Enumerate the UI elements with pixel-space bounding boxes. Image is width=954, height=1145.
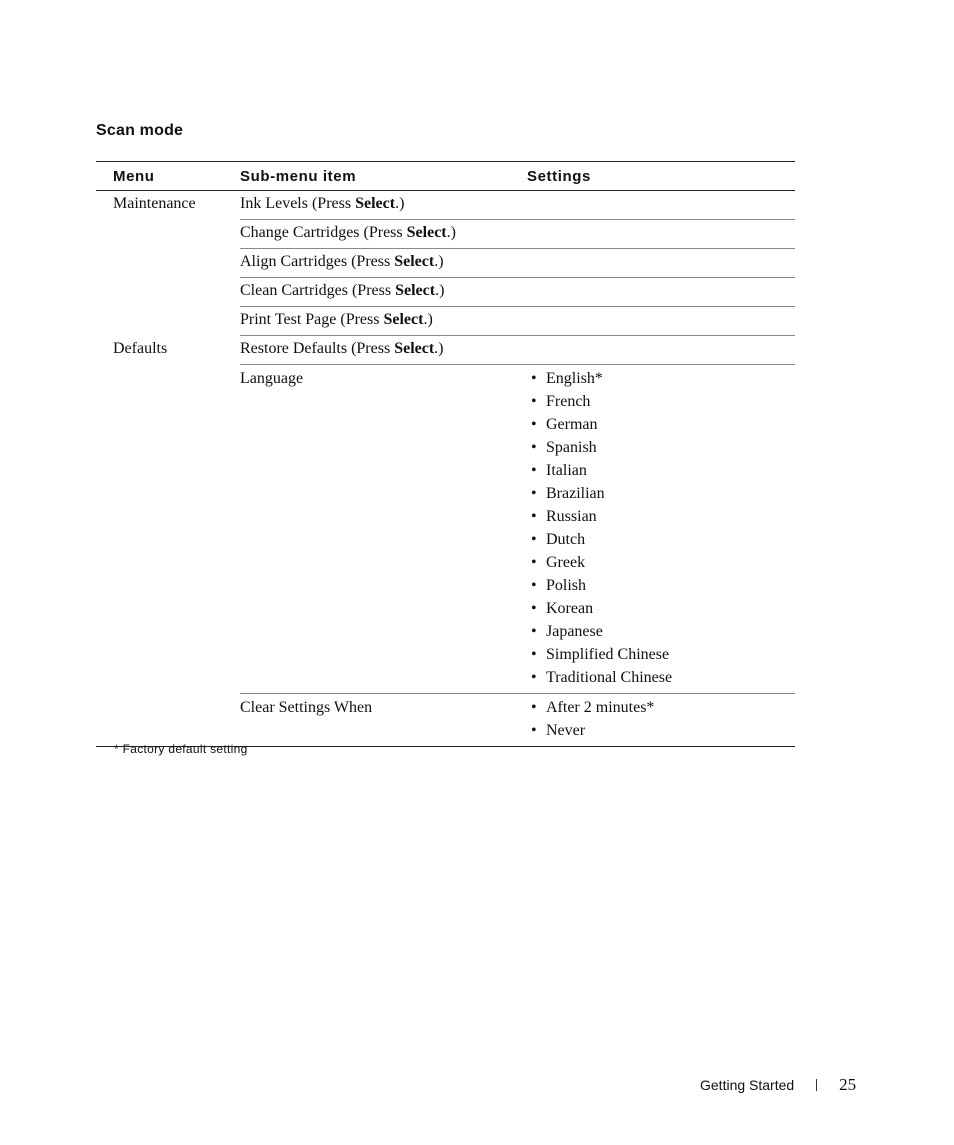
settings-cell: [527, 336, 795, 365]
list-item: • Dutch: [527, 528, 795, 551]
list-item: • English*: [527, 367, 795, 390]
list-item: • Japanese: [527, 620, 795, 643]
menu-cell-maintenance: Maintenance: [113, 195, 196, 212]
page-number: 25: [839, 1075, 857, 1094]
list-item: • Never: [527, 719, 795, 742]
footer-section-label: Getting Started: [700, 1077, 795, 1093]
list-item: • Traditional Chinese: [527, 666, 795, 689]
header-sub-menu-item: Sub-menu item: [240, 162, 527, 191]
table-row: [96, 191, 795, 220]
sub-menu-text: Align Cartridges (Press: [240, 253, 395, 270]
list-item: • Korean: [527, 597, 795, 620]
sub-menu-text: Ink Levels (Press: [240, 195, 356, 212]
table-row: [96, 336, 795, 365]
list-item: • Spanish: [527, 436, 795, 459]
sub-menu-cell: [240, 336, 527, 365]
sub-menu-key: Select: [355, 195, 396, 212]
settings-cell: [527, 307, 795, 336]
header-settings: Settings: [527, 162, 795, 191]
clear-settings-options: [527, 696, 795, 746]
sub-menu-text: Print Test Page (Press: [240, 311, 384, 328]
settings-cell: [527, 694, 795, 747]
scan-mode-table: [96, 161, 795, 747]
sub-menu-text: .): [434, 253, 444, 270]
sub-menu-key: Select: [394, 253, 435, 270]
list-item: • Italian: [527, 459, 795, 482]
section-title: Scan mode: [96, 122, 184, 139]
sub-menu-text: .): [395, 195, 405, 212]
list-item: • Russian: [527, 505, 795, 528]
language-options: [527, 367, 795, 693]
sub-menu-cell: [240, 191, 527, 220]
table-header-row: [96, 162, 795, 191]
sub-menu-text: .): [446, 224, 456, 241]
settings-cell: [527, 278, 795, 307]
sub-menu-key: Select: [395, 282, 436, 299]
sub-menu-cell: Clear Settings When: [240, 694, 527, 747]
list-item: • Greek: [527, 551, 795, 574]
settings-cell: [527, 249, 795, 278]
list-item: • After 2 minutes*: [527, 696, 795, 719]
settings-cell: [527, 191, 795, 220]
sub-menu-cell: [240, 249, 527, 278]
sub-menu-cell: [240, 220, 527, 249]
sub-menu-text: Change Cartridges (Press: [240, 224, 407, 241]
sub-menu-text: .): [434, 340, 444, 357]
page-footer: [700, 1075, 870, 1097]
list-item: • Polish: [527, 574, 795, 597]
sub-menu-cell: [240, 307, 527, 336]
footer-divider: [816, 1079, 817, 1091]
list-item: • Simplified Chinese: [527, 643, 795, 666]
sub-menu-cell: Language: [240, 365, 527, 694]
settings-cell: [527, 220, 795, 249]
list-item: • German: [527, 413, 795, 436]
list-item: • French: [527, 390, 795, 413]
settings-cell: [527, 365, 795, 694]
sub-menu-cell: [240, 278, 527, 307]
sub-menu-key: Select: [406, 224, 447, 241]
sub-menu-text: Restore Defaults (Press: [240, 340, 395, 357]
list-item: • Brazilian: [527, 482, 795, 505]
sub-menu-key: Select: [394, 340, 435, 357]
sub-menu-text: .): [423, 311, 433, 328]
sub-menu-key: Select: [383, 311, 424, 328]
sub-menu-text: .): [435, 282, 445, 299]
sub-menu-text: Clean Cartridges (Press: [240, 282, 396, 299]
header-menu: Menu: [96, 162, 240, 191]
footnote: * Factory default setting: [114, 742, 248, 756]
menu-cell-defaults: Defaults: [96, 336, 240, 747]
